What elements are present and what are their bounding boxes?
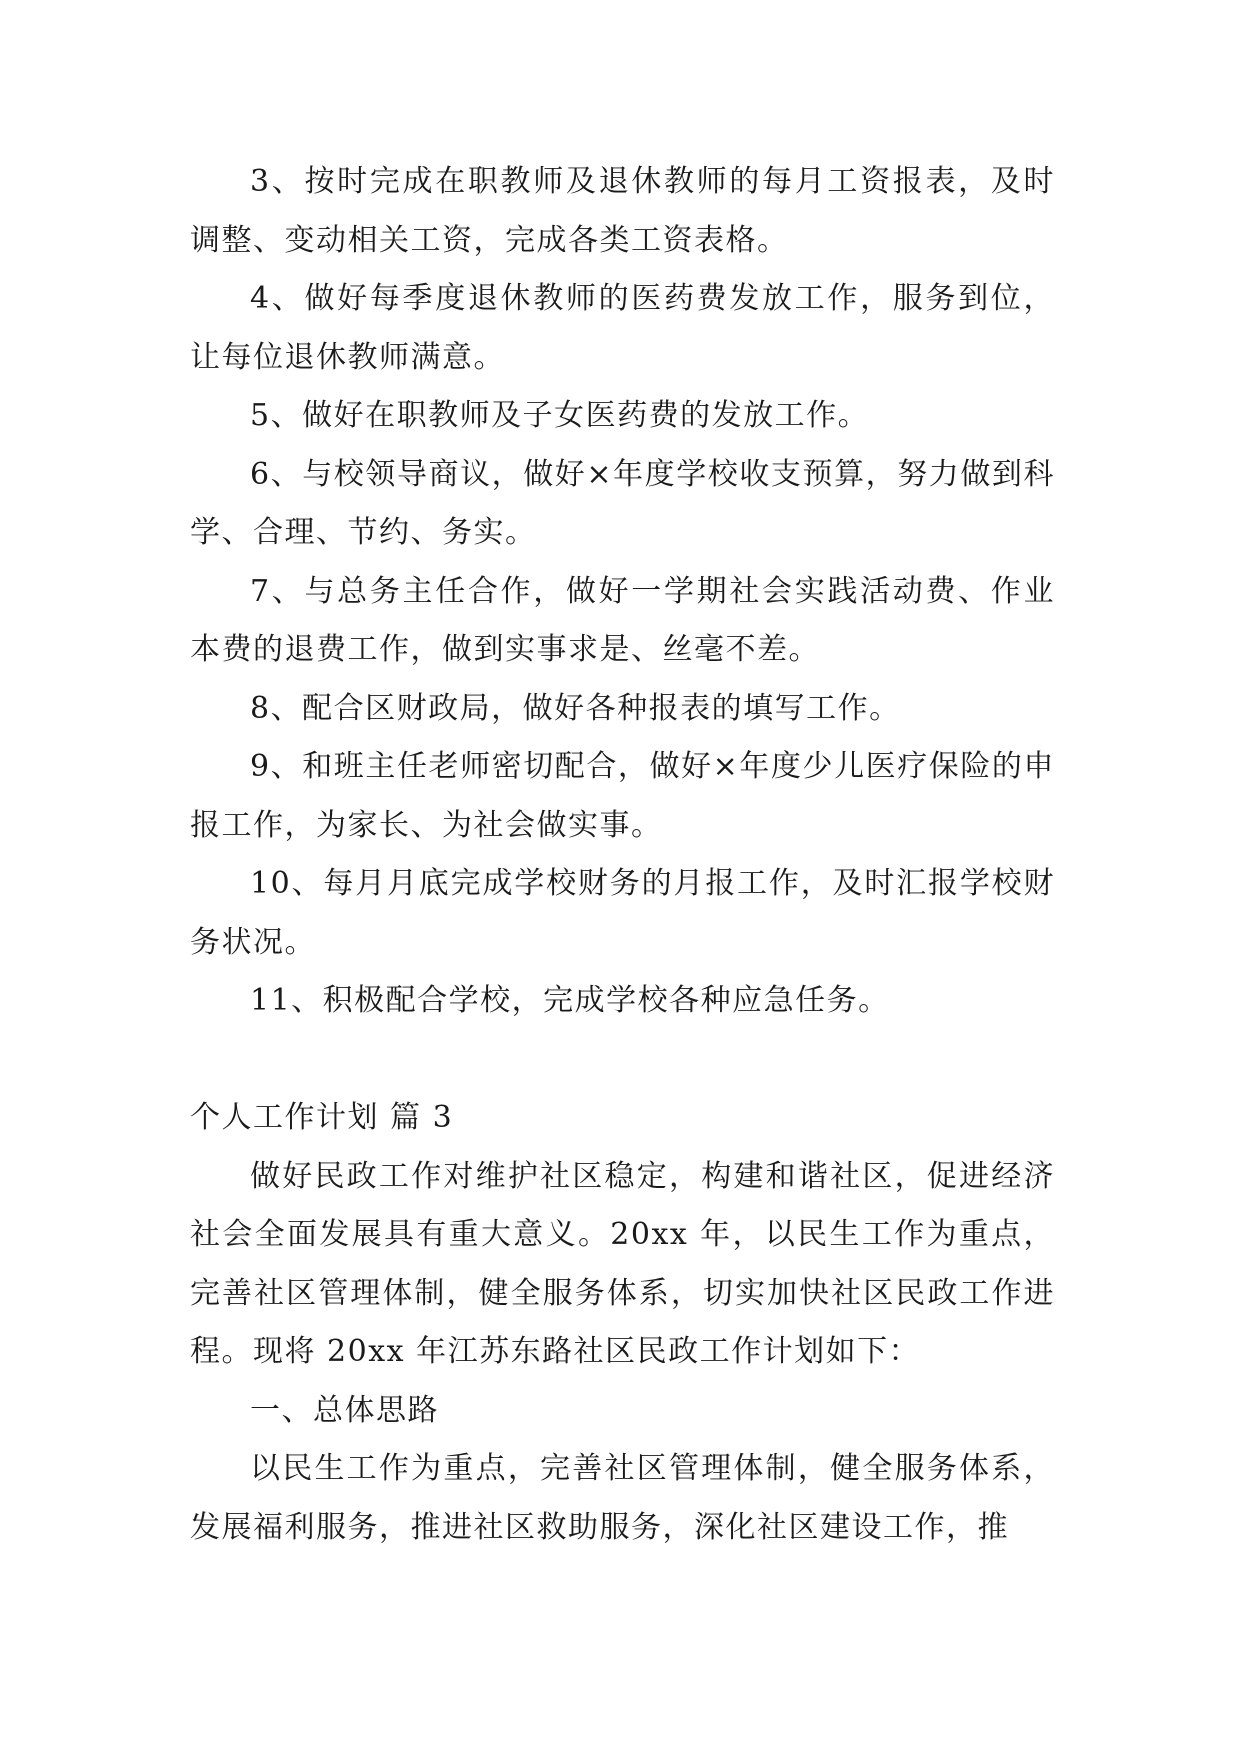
paragraph-item-3: 3、按时完成在职教师及退休教师的每月工资报表，及时调整、变动相关工资，完成各类工资表格。 bbox=[190, 164, 1055, 258]
paragraph-item-6: 6、与校领导商议，做好×年度学校收支预算，努力做到科学、合理、节约、务实。 bbox=[190, 456, 1055, 550]
section-body-paragraph: 以民生工作为重点，完善社区管理体制，健全服务体系，发展福利服务，推进社区救助服务，深化社区建设工作，推 bbox=[190, 1451, 1055, 1545]
document-body bbox=[190, 153, 1055, 1557]
paragraph-item-9: 9、和班主任老师密切配合，做好×年度少儿医疗保险的申报工作，为家长、为社会做实事。 bbox=[190, 749, 1055, 843]
paragraph-item-8: 8、配合区财政局，做好各种报表的填写工作。 bbox=[250, 690, 901, 726]
section-intro-paragraph: 做好民政工作对维护社区稳定，构建和谐社区，促进经济社会全面发展具有重大意义。20xx 年，以民生工作为重点，完善社区管理体制，健全服务体系，切实加快社区民政工作进程。现将 20xx 年江苏东路社区民政工作计划如下： bbox=[190, 1158, 1055, 1369]
subsection-heading: 一、总体思路 bbox=[250, 1392, 439, 1428]
paragraph-item-4: 4、做好每季度退休教师的医药费发放工作，服务到位，让每位退休教师满意。 bbox=[190, 281, 1055, 375]
paragraph-item-10: 10、每月月底完成学校财务的月报工作，及时汇报学校财务状况。 bbox=[190, 866, 1055, 960]
paragraph-item-5: 5、做好在职教师及子女医药费的发放工作。 bbox=[250, 398, 870, 433]
paragraph-item-7: 7、与总务主任合作，做好一学期社会实践活动费、作业本费的退费工作，做到实事求是、丝毫不差。 bbox=[190, 573, 1055, 667]
paragraph-item-11: 11、积极配合学校，完成学校各种应急任务。 bbox=[250, 983, 890, 1018]
section-heading: 个人工作计划 篇 3 bbox=[190, 1100, 454, 1135]
